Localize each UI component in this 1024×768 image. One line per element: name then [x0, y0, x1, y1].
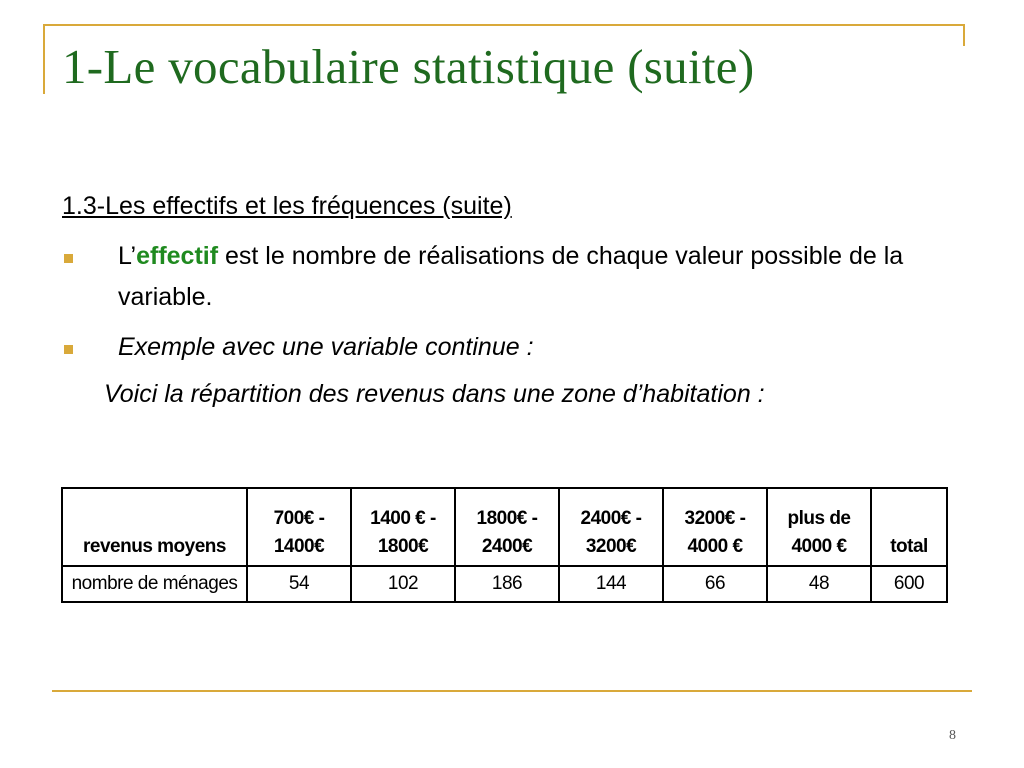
header-cell-total	[871, 488, 947, 566]
header-text: 3200€	[585, 536, 637, 557]
header-text: total	[890, 536, 928, 557]
table-row	[62, 566, 947, 602]
slide-title: 1-Le vocabulaire statistique (suite)	[62, 39, 755, 94]
table-cell: 186	[455, 566, 559, 602]
header-text: 700€ -	[273, 508, 325, 529]
header-cell-plus-4000	[767, 488, 871, 566]
header-text: 1800€ -	[476, 508, 538, 529]
table-cell: 48	[767, 566, 871, 602]
header-text: 1400€	[273, 536, 325, 557]
frame-right-border	[963, 24, 965, 46]
header-text: revenus moyens	[83, 536, 226, 557]
table-cell: 54	[247, 566, 351, 602]
header-cell-revenus	[62, 488, 247, 566]
income-distribution-table	[61, 487, 948, 603]
header-text: 4000 €	[687, 536, 743, 557]
page-number: 8	[949, 728, 956, 743]
frame-top-border	[43, 24, 964, 26]
header-cell-1800-2400	[455, 488, 559, 566]
header-text: 1400 € -	[370, 508, 436, 529]
definition-text	[118, 236, 918, 318]
table-cell: 144	[559, 566, 663, 602]
header-text: 1800€	[377, 536, 429, 557]
header-cell-3200-4000	[663, 488, 767, 566]
header-text: 4000 €	[791, 536, 847, 557]
keyword-effectif: effectif	[136, 242, 219, 270]
square-bullet-icon	[64, 254, 73, 263]
example-paragraph: Voici la répartition des revenus dans une zone d’habitation :	[104, 380, 765, 408]
table-header-row	[62, 488, 947, 566]
footer-divider	[52, 690, 972, 692]
row-label-cell: nombre de ménages	[62, 566, 247, 602]
header-text: 3200€ -	[684, 508, 746, 529]
header-cell-1400-1800	[351, 488, 455, 566]
frame-left-border	[43, 24, 45, 94]
square-bullet-icon	[64, 345, 73, 354]
header-text: plus de	[787, 508, 851, 529]
header-cell-2400-3200	[559, 488, 663, 566]
example-heading: Exemple avec une variable continue :	[118, 333, 534, 361]
table-cell: 66	[663, 566, 767, 602]
header-text: 2400€	[481, 536, 533, 557]
header-cell-700-1400	[247, 488, 351, 566]
section-subtitle: 1.3-Les effectifs et les fréquences (suite)	[62, 192, 512, 220]
header-text: 2400€ -	[580, 508, 642, 529]
table-cell-total: 600	[871, 566, 947, 602]
definition-prefix: L’	[118, 242, 137, 270]
table-cell: 102	[351, 566, 455, 602]
definition-rest: est le nombre de réalisations de chaque valeur possible de la variable.	[118, 242, 904, 311]
